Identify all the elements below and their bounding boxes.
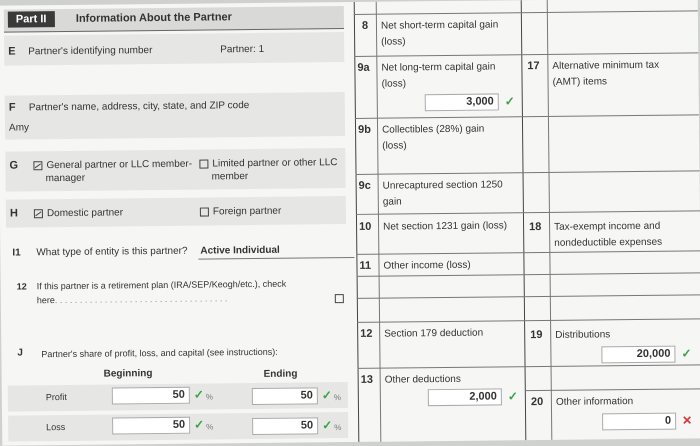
retirement-plan-checkbox[interactable] xyxy=(335,294,344,303)
line-18-number: 18 xyxy=(529,220,542,234)
line-17-label: Alternative minimum tax xyxy=(552,59,660,72)
line-9c-label-cont: gain xyxy=(382,196,402,208)
line-20-x-icon: ✕ xyxy=(682,413,693,428)
profit-beginning-check-icon: ✓ xyxy=(193,387,204,402)
line-9a-label-cont: (loss) xyxy=(381,78,407,90)
line-17-number: 17 xyxy=(527,60,540,73)
line-9a-check-icon: ✓ xyxy=(504,94,515,109)
partner-name-value: Amy xyxy=(8,122,30,134)
entity-type-value: Active Individual xyxy=(200,244,280,257)
profit-ending-unit: % xyxy=(333,393,342,403)
partner-number-value: Partner: 1 xyxy=(220,43,265,56)
line-13-number: 13 xyxy=(360,373,373,386)
profit-ending-input[interactable]: 50 xyxy=(252,387,318,405)
line-9c-label: Unrecaptured section 1250 xyxy=(382,179,503,192)
row-i2-number: 12 xyxy=(16,281,27,292)
loss-ending-input[interactable]: 50 xyxy=(252,417,318,435)
row-e-label: Partner's identifying number xyxy=(28,45,153,58)
loss-label: Loss xyxy=(46,421,66,433)
line-9b-label: Collectibles (28%) gain xyxy=(382,123,485,136)
row-i2-label: If this partner is a retirement plan (IRA/SEP/Keogh/etc.), check xyxy=(36,278,287,292)
row-h-letter: H xyxy=(9,207,18,220)
line-20-number: 20 xyxy=(530,395,544,409)
line-11-label: Other income (loss) xyxy=(383,259,471,272)
row-j-label: Partner's share of profit, loss, and capital (see instructions): xyxy=(41,346,278,360)
line-13-check-icon: ✓ xyxy=(507,389,518,404)
line-9a-label: Net long-term capital gain xyxy=(381,61,496,74)
col-ending: Ending xyxy=(263,368,298,380)
profit-ending-check-icon: ✓ xyxy=(321,388,332,403)
line-12-number: 12 xyxy=(360,327,373,340)
loss-beginning-input[interactable]: 50 xyxy=(112,417,190,435)
row-i1-number: I1 xyxy=(12,247,21,259)
general-partner-checkbox[interactable] xyxy=(33,161,42,170)
line-18-label: Tax-exempt income and xyxy=(554,220,661,233)
row-j-letter: J xyxy=(17,347,23,359)
line-11-number: 11 xyxy=(359,259,372,272)
line-19-label: Distributions xyxy=(555,329,611,341)
line-10-label: Net section 1231 gain (loss) xyxy=(383,220,508,233)
loss-ending-unit: % xyxy=(334,423,342,433)
row-g-letter: G xyxy=(9,159,19,172)
general-partner-option-cont: manager xyxy=(45,172,86,185)
line-19-check-icon: ✓ xyxy=(681,346,692,361)
line-13-label: Other deductions xyxy=(384,373,461,386)
part-title: Information About the Partner xyxy=(75,11,232,25)
part-label: Part II xyxy=(8,11,55,27)
row-f-label: Partner's name, address, city, state, and ZIP code xyxy=(28,100,250,114)
line-13-input[interactable]: 2,000 xyxy=(428,388,502,406)
general-partner-option[interactable]: General partner or LLC member- xyxy=(33,158,192,173)
row-i1-label: What type of entity is this partner? xyxy=(36,245,188,259)
line-8-label: Net short-term capital gain xyxy=(380,19,499,32)
loss-beginning-check-icon: ✓ xyxy=(194,417,205,432)
part-header xyxy=(4,6,344,33)
line-19-input[interactable]: 20,000 xyxy=(601,346,675,364)
loss-ending-check-icon: ✓ xyxy=(322,418,333,433)
foreign-partner-checkbox[interactable] xyxy=(200,207,209,216)
limited-partner-option[interactable]: Limited partner or other LLC xyxy=(199,156,337,170)
line-9b-number: 9b xyxy=(357,123,371,136)
profit-beginning-input[interactable]: 50 xyxy=(112,387,190,405)
row-e-letter: E xyxy=(8,45,16,58)
line-8-number: 8 xyxy=(361,19,369,32)
domestic-partner-option[interactable]: Domestic partner xyxy=(34,206,123,220)
line-20-input[interactable]: 0 xyxy=(602,413,676,431)
line-9b-label-cont: (loss) xyxy=(382,140,407,152)
line-18-label-cont: nondeductible expenses xyxy=(554,236,663,249)
row-f-letter: F xyxy=(8,101,16,114)
line-12-label: Section 179 deduction xyxy=(384,327,484,340)
line-19-number: 19 xyxy=(530,328,543,342)
line-20-label: Other information xyxy=(555,396,634,408)
line-9a-input[interactable]: 3,000 xyxy=(425,93,499,111)
line-17-label-cont: (AMT) items xyxy=(552,76,608,88)
limited-partner-checkbox[interactable] xyxy=(199,159,208,168)
line-10-number: 10 xyxy=(359,220,372,233)
profit-beginning-unit: % xyxy=(205,392,214,402)
domestic-partner-checkbox[interactable] xyxy=(34,209,43,218)
line-9c-number: 9c xyxy=(358,179,371,192)
foreign-partner-option[interactable]: Foreign partner xyxy=(200,205,282,219)
line-9a-number: 9a xyxy=(357,61,370,74)
row-i2-here: here. . . . . . . . . . . . . . . . . . . . . . . . . . . . . . . . . . . xyxy=(36,293,228,306)
line-8-label-cont: (loss) xyxy=(381,36,406,48)
loss-beginning-unit: % xyxy=(206,422,214,432)
profit-label: Profit xyxy=(45,391,67,403)
col-beginning: Beginning xyxy=(103,368,153,380)
limited-partner-option-cont: member xyxy=(211,171,249,183)
